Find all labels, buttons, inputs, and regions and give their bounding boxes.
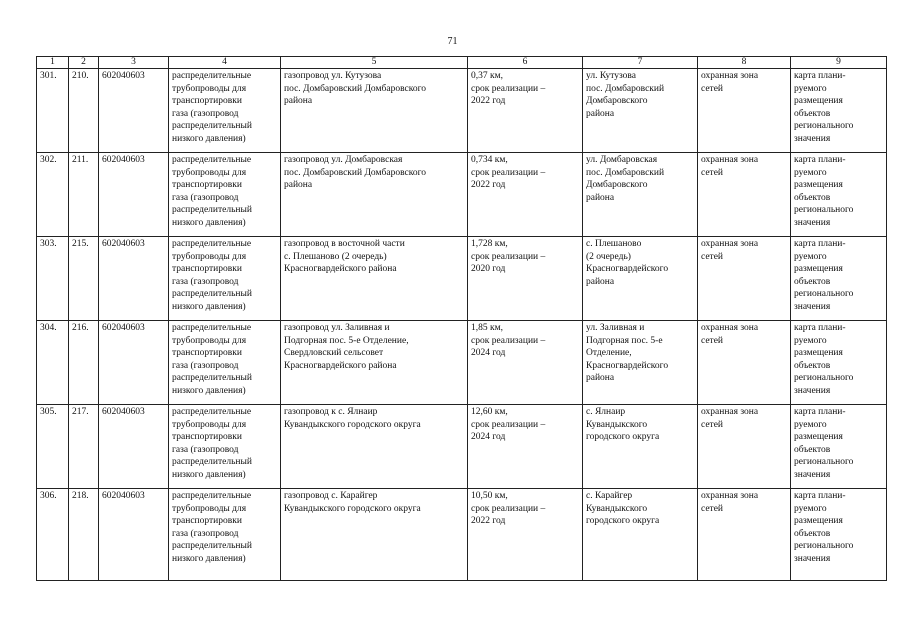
table-row	[37, 321, 887, 405]
column-header-1: 1	[37, 57, 69, 69]
cell-zone-type: охранная зона сетей	[698, 489, 791, 581]
page-number: 71	[447, 36, 458, 47]
table-header-row	[37, 57, 887, 69]
cell-object-code: 602040603	[99, 489, 169, 581]
cell-object-name: газопровод с. Карайгер Кувандыкского городского округа	[281, 489, 468, 581]
table-body	[37, 69, 887, 581]
cell-item-number: 215.	[69, 237, 99, 321]
gas-pipelines-table	[36, 56, 887, 581]
cell-object-name: газопровод в восточной части с. Плешаново (2 очередь) Красногвардейского района	[281, 237, 468, 321]
cell-capacity-and-term: 10,50 км, срок реализации – 2022 год	[468, 489, 583, 581]
cell-map-reference: карта плани- руемого размещения объектов регионального значения	[791, 405, 887, 489]
cell-zone-type: охранная зона сетей	[698, 405, 791, 489]
column-header-3: 3	[99, 57, 169, 69]
cell-object-type: распределительные трубопроводы для транспортировки газа (газопровод распределительный низкого давления)	[169, 237, 281, 321]
cell-object-name: газопровод к с. Ялнаир Кувандыкского городского округа	[281, 405, 468, 489]
cell-location: с. Ялнаир Кувандыкского городского округа	[583, 405, 698, 489]
cell-location: с. Плешаново (2 очередь) Красногвардейского района	[583, 237, 698, 321]
column-header-2: 2	[69, 57, 99, 69]
cell-capacity-and-term: 0,734 км, срок реализации – 2022 год	[468, 153, 583, 237]
cell-zone-type: охранная зона сетей	[698, 237, 791, 321]
cell-capacity-and-term: 12,60 км, срок реализации – 2024 год	[468, 405, 583, 489]
cell-object-type: распределительные трубопроводы для транспортировки газа (газопровод распределительный низкого давления)	[169, 321, 281, 405]
cell-row-number: 304.	[37, 321, 69, 405]
cell-location: ул. Кутузова пос. Домбаровский Домбаровского района	[583, 69, 698, 153]
cell-map-reference: карта плани- руемого размещения объектов регионального значения	[791, 489, 887, 581]
cell-map-reference: карта плани- руемого размещения объектов регионального значения	[791, 237, 887, 321]
cell-item-number: 211.	[69, 153, 99, 237]
cell-row-number: 303.	[37, 237, 69, 321]
table-row	[37, 237, 887, 321]
cell-object-code: 602040603	[99, 153, 169, 237]
cell-object-name: газопровод ул. Кутузова пос. Домбаровский Домбаровского района	[281, 69, 468, 153]
column-header-6: 6	[468, 57, 583, 69]
cell-object-code: 602040603	[99, 69, 169, 153]
cell-capacity-and-term: 1,728 км, срок реализации – 2020 год	[468, 237, 583, 321]
cell-object-code: 602040603	[99, 237, 169, 321]
column-header-4: 4	[169, 57, 281, 69]
cell-capacity-and-term: 0,37 км, срок реализации – 2022 год	[468, 69, 583, 153]
table-row	[37, 69, 887, 153]
cell-zone-type: охранная зона сетей	[698, 69, 791, 153]
cell-object-type: распределительные трубопроводы для транспортировки газа (газопровод распределительный низкого давления)	[169, 69, 281, 153]
cell-row-number: 302.	[37, 153, 69, 237]
cell-row-number: 306.	[37, 489, 69, 581]
cell-map-reference: карта плани- руемого размещения объектов регионального значения	[791, 69, 887, 153]
cell-capacity-and-term: 1,85 км, срок реализации – 2024 год	[468, 321, 583, 405]
cell-object-type: распределительные трубопроводы для транспортировки газа (газопровод распределительный низкого давления)	[169, 489, 281, 581]
table-row	[37, 153, 887, 237]
cell-item-number: 218.	[69, 489, 99, 581]
cell-object-name: газопровод ул. Заливная и Подгорная пос. 5-е Отделение, Свердловский сельсовет Красногвардейского района	[281, 321, 468, 405]
column-header-8: 8	[698, 57, 791, 69]
cell-location: с. Карайгер Кувандыкского городского округа	[583, 489, 698, 581]
cell-location: ул. Домбаровская пос. Домбаровский Домбаровского района	[583, 153, 698, 237]
cell-item-number: 216.	[69, 321, 99, 405]
cell-item-number: 217.	[69, 405, 99, 489]
cell-object-type: распределительные трубопроводы для транспортировки газа (газопровод распределительный низкого давления)	[169, 405, 281, 489]
cell-zone-type: охранная зона сетей	[698, 153, 791, 237]
cell-object-name: газопровод ул. Домбаровская пос. Домбаровский Домбаровского района	[281, 153, 468, 237]
cell-object-type: распределительные трубопроводы для транспортировки газа (газопровод распределительный низкого давления)	[169, 153, 281, 237]
cell-item-number: 210.	[69, 69, 99, 153]
cell-map-reference: карта плани- руемого размещения объектов регионального значения	[791, 153, 887, 237]
cell-object-code: 602040603	[99, 321, 169, 405]
cell-object-code: 602040603	[99, 405, 169, 489]
cell-map-reference: карта плани- руемого размещения объектов регионального значения	[791, 321, 887, 405]
cell-zone-type: охранная зона сетей	[698, 321, 791, 405]
column-header-5: 5	[281, 57, 468, 69]
cell-location: ул. Заливная и Подгорная пос. 5-е Отделение, Красногвардейского района	[583, 321, 698, 405]
table-row	[37, 405, 887, 489]
cell-row-number: 305.	[37, 405, 69, 489]
table-row	[37, 489, 887, 581]
cell-row-number: 301.	[37, 69, 69, 153]
column-header-9: 9	[791, 57, 887, 69]
column-header-7: 7	[583, 57, 698, 69]
